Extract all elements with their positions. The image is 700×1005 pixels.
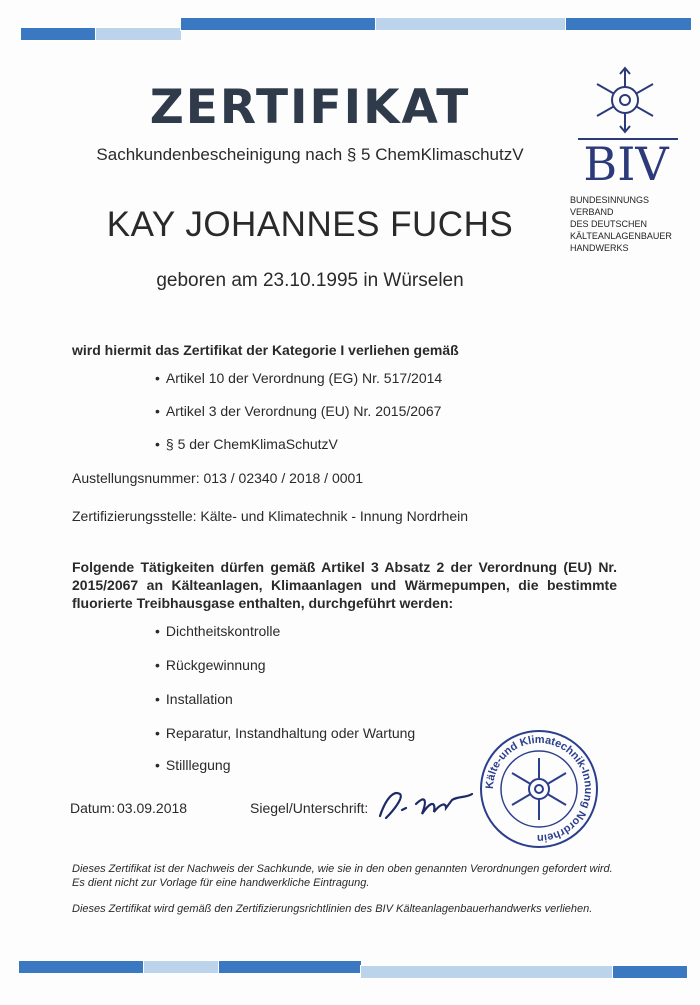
activity-item: • Dichtheitskontrolle (155, 623, 280, 639)
biv-organisation (570, 194, 672, 254)
certification-body: Zertifizierungsstelle: Kälte- und Klimatechnik - Innung Nordrhein (72, 508, 469, 524)
date-label: Datum: (70, 800, 116, 816)
activities-intro: Folgende Tätigkeiten dürfen gemäß Artikel 3 Absatz 2 der Verordnung (EU) Nr. 2015/2067 an Kälteanlagen, Klimaanlagen und Wärmepumpen, die bestimmte fluorierte Treibhausgase enthalten, durchgeführt werden: (72, 559, 617, 611)
bottom-bar-4 (360, 965, 614, 979)
logo-line: HANDWERKS (570, 243, 629, 253)
innung-seal (478, 728, 600, 850)
footnote-2: Dieses Zertifikat wird gemäß den Zertifizierungsrichtlinien des BIV Kälteanlagenbauerhandwerks verliehen. (72, 903, 593, 915)
top-bar-1 (20, 27, 97, 41)
footnote-line: Dieses Zertifikat ist der Nachweis der Sachkunde, wie sie in den oben genannten Verordnungen gefordert wird. (72, 863, 613, 875)
logo-line: KÄLTEANLAGENBAUER (570, 231, 672, 241)
regulation-item: • § 5 der ChemKlimaSchutzV (155, 436, 338, 452)
activity-item: • Stilllegung (155, 757, 231, 773)
regulation-item: • Artikel 10 der Verordnung (EG) Nr. 517/2014 (155, 370, 442, 386)
activity-item: • Installation (155, 691, 233, 707)
top-bar-3 (180, 17, 377, 31)
certificate-subtitle: Sachkundenbescheinigung nach § 5 ChemKlimaschutzV (96, 145, 524, 164)
bottom-bar-3 (218, 960, 362, 974)
top-bar-4 (375, 17, 567, 31)
logo-line: VERBAND (570, 207, 614, 217)
logo-mark: BIV (583, 137, 669, 190)
signature-scribble (372, 778, 482, 828)
category-statement: wird hiermit das Zertifikat der Kategorie I verliehen gemäß (72, 342, 459, 358)
bottom-bar-2 (143, 960, 220, 974)
footnote-line: Es dient nicht zur Vorlage für eine handwerkliche Eintragung. (72, 877, 370, 889)
snowflake-icon (597, 68, 653, 132)
logo-line: DES DEUTSCHEN (570, 219, 648, 229)
footnote-1 (72, 862, 613, 890)
bottom-bar-5 (612, 965, 688, 979)
issue-number: Austellungsnummer: 013 / 02340 / 2018 / 0001 (72, 470, 364, 486)
bottom-bar-1 (18, 960, 145, 974)
biv-logo (570, 60, 690, 190)
seal-ring-text: Kälte-und Klimatechnik-Innung Nordrhein (483, 733, 595, 845)
date-value: 03.09.2018 (117, 800, 188, 816)
certificate-title: ZERTIFIKAT (149, 80, 471, 135)
activity-item: • Reparatur, Instandhaltung oder Wartung (155, 725, 415, 741)
holder-name: KAY JOHANNES FUCHS (106, 205, 514, 244)
regulation-item: • Artikel 3 der Verordnung (EU) Nr. 2015/2067 (155, 403, 441, 419)
signature-label: Siegel/Unterschrift: (250, 800, 369, 816)
activity-item: • Rückgewinnung (155, 657, 266, 673)
logo-line: BUNDESINNUNGS (570, 195, 650, 205)
top-bar-2 (95, 27, 182, 41)
holder-birth: geboren am 23.10.1995 in Würselen (156, 270, 464, 291)
top-bar-5 (565, 17, 692, 31)
snowflake-icon (512, 758, 566, 820)
